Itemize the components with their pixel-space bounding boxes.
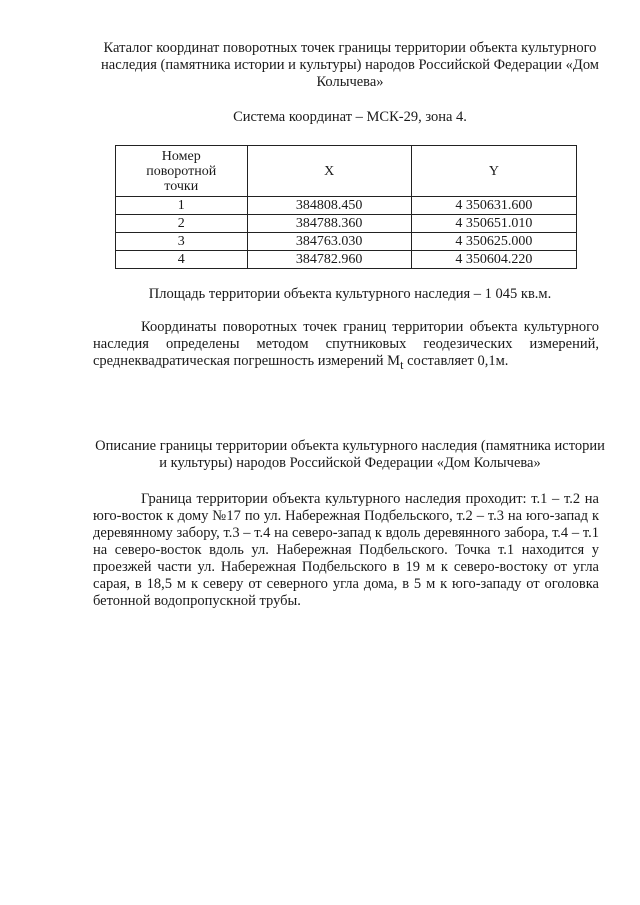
cell-x: 384788.360	[247, 215, 411, 233]
accuracy-text-end: составляет 0,1м.	[403, 353, 509, 369]
header-point-number: Номер поворотной точки	[116, 146, 248, 197]
cell-point: 4	[116, 251, 248, 269]
cell-x: 384782.960	[247, 251, 411, 269]
cell-y: 4 350651.010	[411, 215, 576, 233]
accuracy-text: Координаты поворотных точек границ территории объекта культурного наследия определены методом спутниковых геодезических измерений, среднеквадратическая погрешность измерений M	[93, 319, 599, 369]
cell-y: 4 350604.220	[411, 251, 576, 269]
boundary-description: Граница территории объекта культурного наследия проходит: т.1 – т.2 на юго-восток к дому №17 по ул. Набережная Подбельского, т.2 – т.3 на юго-запад к деревянному забору, т.3 – т.4 на северо-запад к вдоль деревянного забора, т.4 – т.1 на северо-восток вдоль ул. Набережная Подбельского. Точка т.1 находится у проезжей части ул. Набережная Подбельского в 19 м к северо-востоку от угла сарая, в 18,5 м к северу от северного угла дома, в 5 м к юго-западу от оголовка бетонной водопропускной трубы.	[93, 491, 599, 609]
cell-y: 4 350625.000	[411, 233, 576, 251]
coordinates-table	[115, 145, 577, 269]
accuracy-subscript: t	[400, 357, 404, 372]
accuracy-paragraph	[93, 319, 599, 374]
cell-y: 4 350631.600	[411, 197, 576, 215]
boundary-section-title: Описание границы территории объекта культурного наследия (памятника истории и культуры) народов Российской Федерации «Дом Колычева»	[95, 438, 605, 471]
coordinate-system-line: Система координат – МСК-29, зона 4.	[233, 109, 467, 125]
area-statement: Площадь территории объекта культурного наследия – 1 045 кв.м.	[148, 286, 552, 302]
table-header-row	[116, 146, 577, 197]
cell-x: 384763.030	[247, 233, 411, 251]
document-title: Каталог координат поворотных точек границы территории объекта культурного наследия (памятника истории и культуры) народов Российской Федерации «Дом Колычева»	[101, 40, 599, 90]
table-row	[116, 251, 577, 269]
table-row	[116, 233, 577, 251]
cell-point: 2	[116, 215, 248, 233]
cell-point: 1	[116, 197, 248, 215]
header-y: Y	[411, 146, 576, 197]
cell-x: 384808.450	[247, 197, 411, 215]
table-row	[116, 197, 577, 215]
cell-point: 3	[116, 233, 248, 251]
header-x: X	[247, 146, 411, 197]
table-row	[116, 215, 577, 233]
